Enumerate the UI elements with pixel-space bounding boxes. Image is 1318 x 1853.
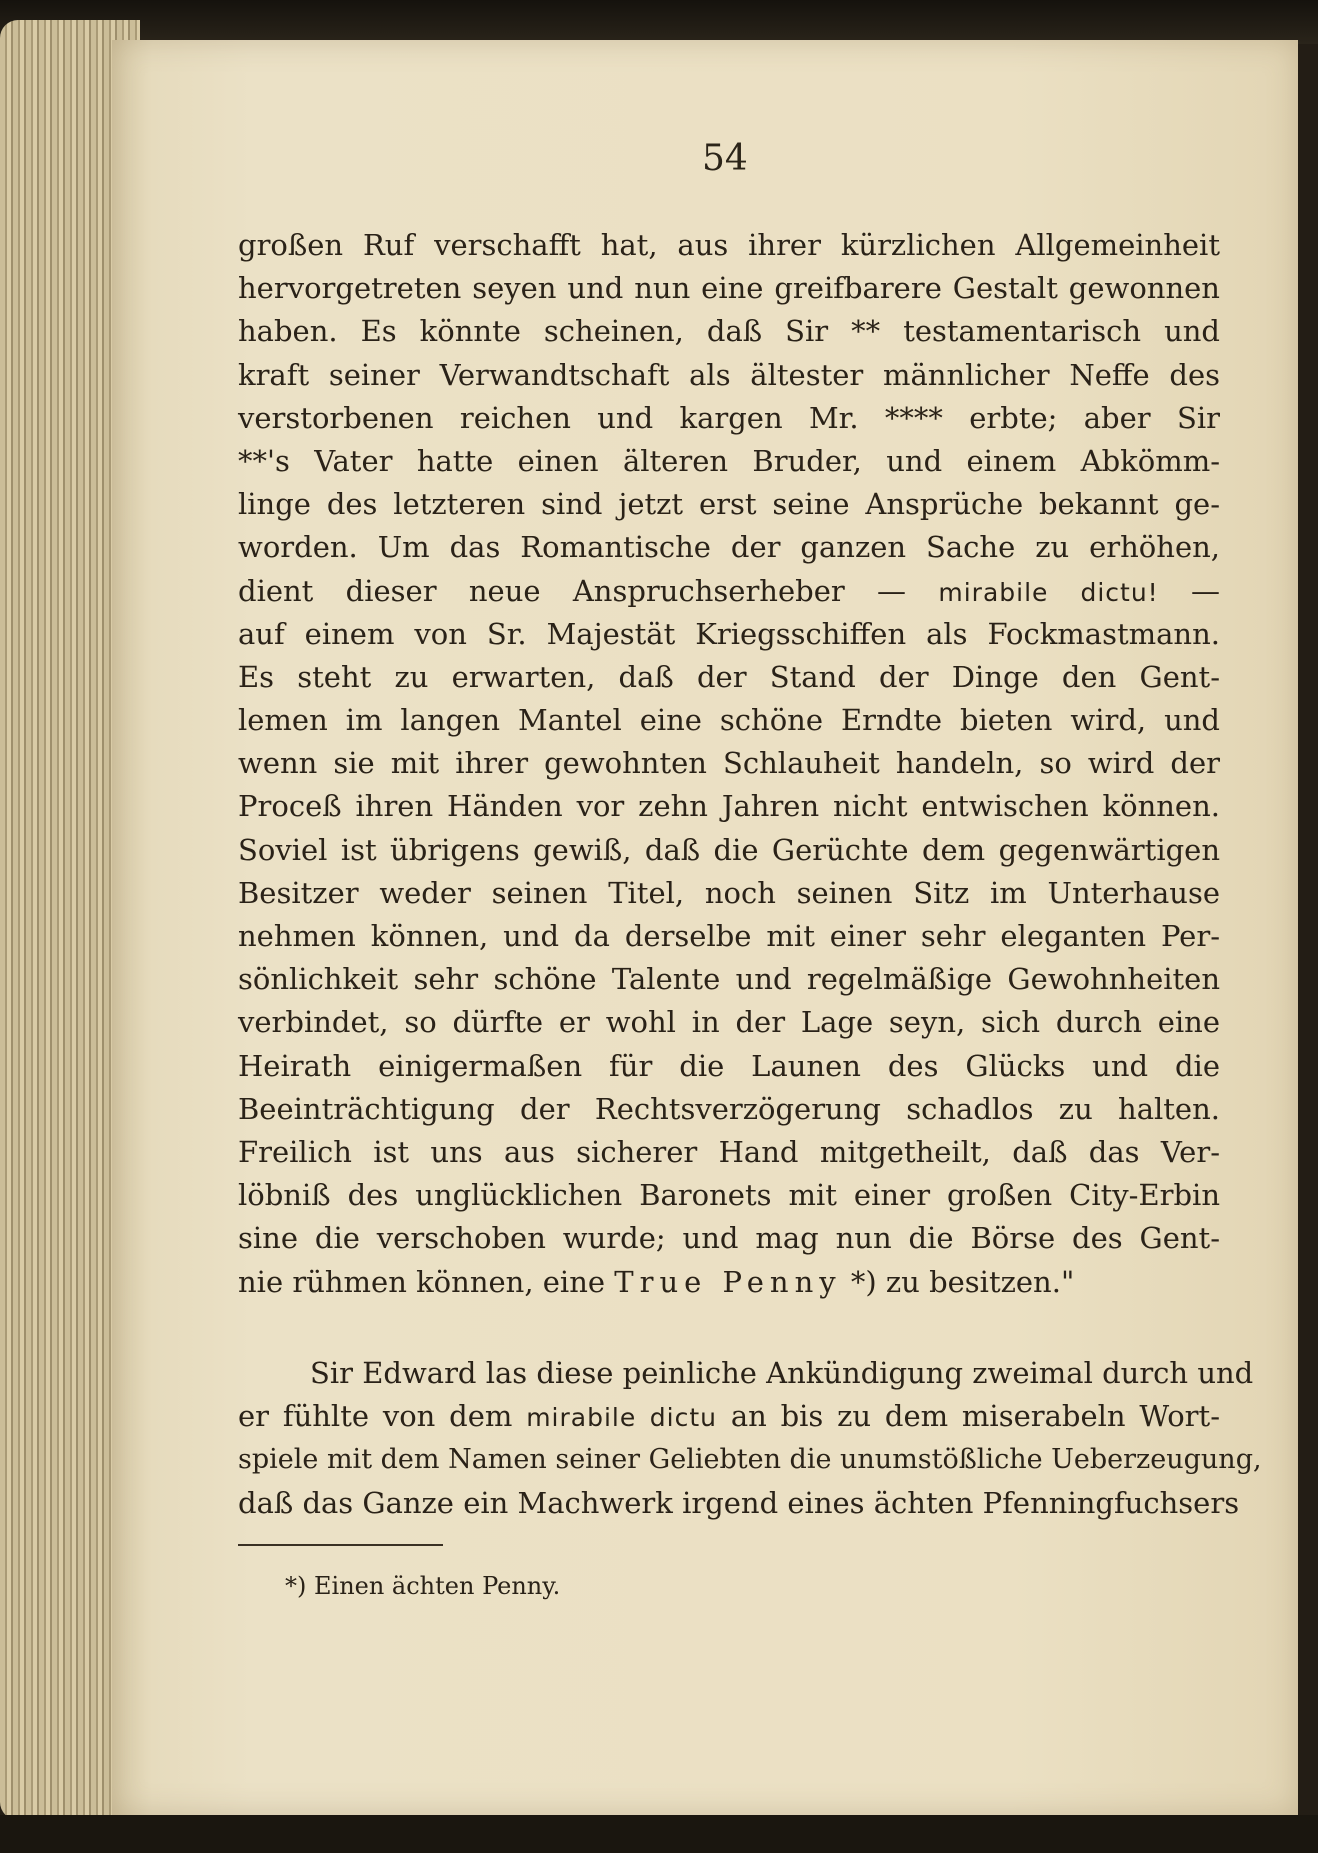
binding-shadow-top [0, 0, 1318, 44]
text-line: Beeinträchtigung der Rechtsverzögerung schadlos zu halten. [238, 1091, 1220, 1126]
paragraph-2 [238, 1352, 1262, 1525]
latin-phrase: mirabile dictu! [938, 577, 1159, 607]
text-line: Es steht zu erwarten, daß der Stand der Dinge den Gent- [238, 659, 1220, 694]
text-line [238, 1261, 1220, 1304]
text-line: sönlichkeit sehr schöne Talente und regelmäßige Gewohnheiten [238, 962, 1220, 997]
text-run: nie rühmen können, eine [238, 1264, 606, 1299]
text-line: kraft seiner Verwandtschaft als ältester männlicher Neffe des [238, 357, 1220, 392]
text-line: Freilich ist uns aus sicherer Hand mitgetheilt, daß das Ver- [238, 1134, 1220, 1169]
text-line: Proceß ihren Händen vor zehn Jahren nicht entwischen können. [238, 789, 1220, 824]
text-line: spiele mit dem Namen seiner Geliebten die unumstößliche Ueberzeugung, [238, 1444, 1262, 1476]
text-line [238, 570, 1220, 613]
spaced-phrase: True Penny [614, 1264, 842, 1299]
text-line: Heirath einigermaßen für die Launen des Glücks und die [238, 1048, 1220, 1083]
page-number: 54 [702, 138, 748, 179]
text-line: Soviel ist übrigens gewiß, daß die Gerüchte dem gegenwärtigen [238, 832, 1220, 867]
footnote-rule [238, 1544, 443, 1546]
text-line: hervorgetreten seyen und nun eine greifbarere Gestalt gewonnen [238, 271, 1220, 306]
text-line: verbindet, so dürfte er wohl in der Lage seyn, sich durch eine [238, 1005, 1220, 1040]
text-line: verstorbenen reichen und kargen Mr. **** erbte; aber Sir [238, 400, 1220, 435]
text-run: — [1191, 573, 1221, 608]
text-line: haben. Es könnte scheinen, daß Sir ** testamentarisch und [238, 314, 1220, 349]
text-run: *) zu besitzen." [850, 1264, 1075, 1299]
text-run: dient dieser neue Anspruchserheber — [238, 573, 907, 608]
text-line: worden. Um das Romantische der ganzen Sache zu erhöhen, [238, 530, 1220, 565]
text-run: er fühlte von dem [238, 1399, 513, 1434]
text-line: linge des letzteren sind jetzt erst seine Ansprüche bekannt ge- [238, 487, 1220, 522]
text-line: Besitzer weder seinen Titel, noch seinen Sitz im Unterhause [238, 875, 1220, 910]
text-line: sine die verschoben wurde; und mag nun die Börse des Gent- [238, 1221, 1220, 1256]
text-line: Sir Edward las diese peinliche Ankündigung zweimal durch und [310, 1356, 1254, 1390]
text-line: auf einem von Sr. Majestät Kriegsschiffen als Fockmastmann. [238, 616, 1220, 651]
text-line: lemen im langen Mantel eine schöne Erndte bieten wird, und [238, 703, 1220, 738]
text-line: daß das Ganze ein Machwerk irgend eines ächten Pfenningfuchsers [238, 1485, 1240, 1520]
text-run: an bis zu dem miserabeln Wort- [730, 1399, 1220, 1434]
binding-shadow-bottom [0, 1815, 1318, 1853]
text-line: nehmen können, und da derselbe mit einer sehr eleganten Per- [238, 919, 1220, 953]
paragraph-1 [238, 224, 1220, 1304]
footnote: *) Einen ächten Penny. [285, 1572, 561, 1600]
text-line: großen Ruf verschafft hat, aus ihrer kürzlichen Allgemeinheit [238, 228, 1220, 262]
text-line [238, 1395, 1220, 1438]
text-line: löbniß des unglücklichen Baronets mit einer großen City-Erbin [238, 1178, 1220, 1213]
text-line: **'s Vater hatte einen älteren Bruder, und einem Abkömm- [238, 443, 1220, 478]
text-line: wenn sie mit ihrer gewohnten Schlauheit handeln, so wird der [238, 746, 1220, 781]
latin-phrase: mirabile dictu [526, 1403, 717, 1433]
